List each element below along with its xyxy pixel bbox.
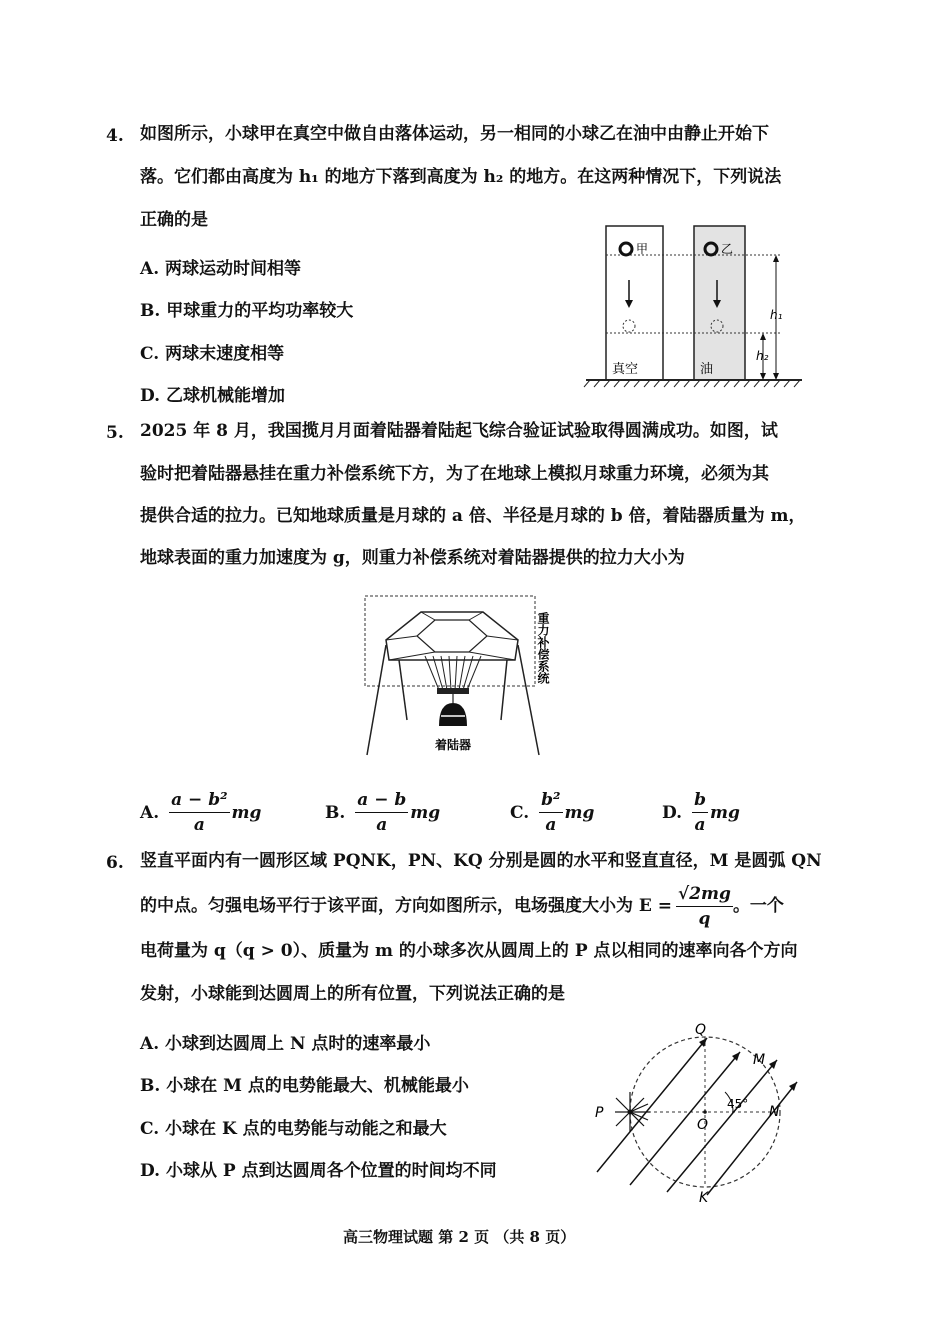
ball-jia-final: [623, 320, 635, 332]
label-system: 重力补偿系统: [536, 612, 550, 684]
cable-fan: [425, 656, 481, 690]
q5-stem-line1: 2025 年 8 月，我国揽月月面着陆器着陆起飞综合验证试验取得圆满成功。如图，试: [140, 421, 778, 441]
label-p: P: [595, 1105, 604, 1121]
label-lander: 着陆器: [435, 738, 472, 752]
ball-jia: [620, 243, 632, 255]
q4-figure: [580, 222, 810, 392]
q4-stem-line2: 落。它们都由高度为 h₁ 的地方下落到高度为 h₂ 的地方。在这两种情况下，下列说法: [140, 167, 782, 187]
q5-option-b: B. $\frac{a - b}{a}$ mg: [325, 790, 441, 835]
q5-option-a: A. $\frac{\text{a − b²}}{a}$ mg: [140, 790, 262, 835]
frame-struts: [386, 612, 518, 660]
label-angle: 45°: [727, 1097, 749, 1111]
label-n: N: [769, 1104, 780, 1120]
q4-stem-line3: 正确的是: [140, 210, 208, 230]
label-h2: h₂: [756, 349, 769, 363]
q6-option-c: C. 小球在 K 点的电势能与动能之和最大: [140, 1119, 447, 1139]
q6-stem-line3: 电荷量为 q（q > 0）、质量为 m 的小球多次从圆周上的 P 点以相同的速率向各个方向: [140, 941, 798, 961]
q4-stem-line1: 如图所示，小球甲在真空中做自由落体运动，另一相同的小球乙在油中由静止开始下: [140, 124, 769, 144]
center-dot: [703, 1110, 707, 1114]
label-oil: 油: [700, 362, 714, 377]
q5-stem-line4: 地球表面的重力加速度为 g，则重力补偿系统对着陆器提供的拉力大小为: [140, 548, 685, 568]
q4-number: 4.: [106, 126, 124, 146]
q6-option-d: D. 小球从 P 点到达圆周各个位置的时间均不同: [140, 1161, 497, 1181]
label-k: K: [699, 1190, 709, 1205]
frame-hexagon: [417, 620, 487, 652]
q6-stem-line4: 发射，小球能到达圆周上的所有位置，下列说法正确的是: [140, 984, 565, 1004]
label-jia: 甲: [636, 242, 649, 256]
label-q: Q: [695, 1022, 707, 1038]
label-o: O: [697, 1117, 709, 1133]
q5-stem-line2: 验时把着陆器悬挂在重力补偿系统下方，为了在地球上模拟月球重力环境，必须为其: [140, 464, 769, 484]
q6-stem-line1: 竖直平面内有一圆形区域 PQNK，PN、KQ 分别是圆的水平和竖直直径，M 是圆弧 QN: [140, 851, 822, 871]
ground-hatch: [584, 380, 800, 387]
lander-icon: [439, 703, 467, 726]
arrow-down-icon: [625, 280, 633, 308]
q5-option-d: D. $\frac{b}{a}$ mg: [662, 790, 740, 835]
label-vacuum: 真空: [612, 362, 639, 377]
q5-option-c: C. $\frac{\text{b²}}{a}$ mg: [510, 790, 595, 835]
q6-stem-line2: 的中点。匀强电场平行于该平面，方向如图所示，电场强度大小为 E = $\frac{√2mg}{q}$ 。一个: [140, 884, 784, 929]
q6-option-a: A. 小球到达圆周上 N 点时的速率最小: [140, 1034, 431, 1054]
point-p-dot: [628, 1110, 633, 1115]
label-h1: h₁: [770, 308, 783, 322]
q5-number: 5.: [106, 423, 124, 443]
vacuum-container: [606, 226, 663, 380]
q4-option-d: D. 乙球机械能增加: [140, 386, 285, 406]
page-footer: 高三物理试题 第 2 页 （共 8 页）: [343, 1228, 576, 1246]
q6-number: 6.: [106, 853, 124, 873]
q4-option-a: A. 两球运动时间相等: [140, 259, 302, 279]
q6-figure: [585, 1020, 815, 1205]
q5-stem-line3: 提供合适的拉力。已知地球质量是月球的 a 倍、半径是月球的 b 倍，着陆器质量为 m，: [140, 506, 806, 526]
q4-option-b: B. 甲球重力的平均功率较大: [140, 301, 354, 321]
label-m: M: [753, 1052, 766, 1068]
q4-option-c: C. 两球末速度相等: [140, 344, 285, 364]
hoist-block: [437, 688, 469, 694]
frame-rim: [386, 612, 518, 660]
q6-option-b: B. 小球在 M 点的电势能最大、机械能最小: [140, 1076, 469, 1096]
label-yi: 乙: [721, 242, 734, 256]
q5-figure: [355, 590, 575, 760]
